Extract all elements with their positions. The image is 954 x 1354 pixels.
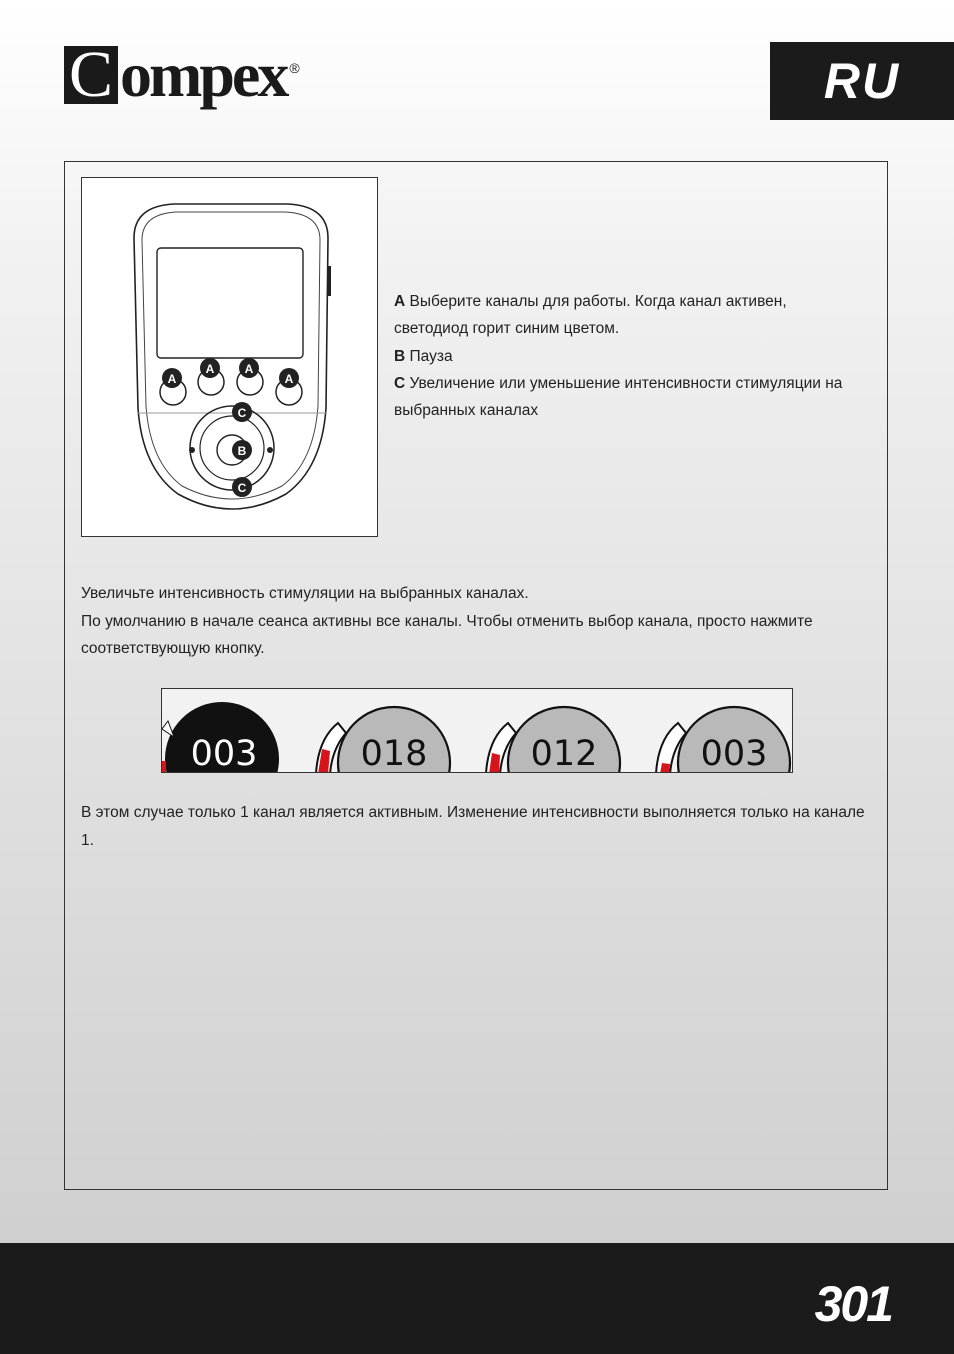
channel-gauge-1 — [162, 703, 278, 773]
legend-text: Пауза — [405, 347, 453, 365]
svg-text:C: C — [237, 481, 247, 495]
page-footer — [0, 1243, 954, 1354]
channel-gauge-3 — [486, 707, 620, 773]
legend-item-c — [394, 370, 854, 425]
channel-value-1: 003 — [190, 734, 258, 774]
svg-text:A: A — [244, 362, 254, 376]
channel-intensity-strip — [161, 688, 793, 773]
label-c-top — [232, 402, 252, 422]
legend-key: C — [394, 374, 406, 392]
note-text — [81, 799, 881, 854]
svg-text:A: A — [167, 372, 177, 386]
legend-text: Выберите каналы для работы. Когда канал активен, светодиод горит синим цветом. — [394, 293, 787, 338]
logo-first-letter: C — [64, 46, 118, 104]
dpad-right-dot — [267, 447, 273, 453]
device-screen — [157, 248, 303, 358]
channel-gauge-2 — [316, 707, 450, 773]
legend-item-b — [394, 343, 854, 370]
svg-text:A: A — [284, 372, 294, 386]
button-legend — [394, 288, 854, 424]
channel-gauges — [162, 689, 793, 773]
instruction-line-1: Увеличьте интенсивность стимуляции на выбранных каналах. — [81, 585, 529, 602]
channel-value-3: 012 — [530, 734, 598, 774]
dpad-ring — [200, 416, 264, 480]
svg-text:B: B — [237, 444, 247, 458]
legend-key: B — [394, 347, 406, 365]
page-number: 301 — [814, 1276, 892, 1332]
legend-item-a — [394, 288, 854, 343]
note-line: В этом случае только 1 канал является активным. Изменение интенсивности выполняется только на канале 1. — [81, 804, 865, 849]
legend-key: A — [394, 293, 406, 310]
compex-logo — [64, 38, 300, 111]
dpad-outer — [190, 406, 274, 490]
language-code: RU — [823, 53, 901, 109]
language-tab — [770, 42, 954, 120]
logo-text: ompex — [120, 39, 287, 110]
label-a-4 — [279, 368, 299, 388]
registered-mark: ® — [289, 60, 300, 76]
svg-text:C: C — [237, 406, 247, 420]
instruction-line-2: По умолчанию в начале сеанса активны все каналы. Чтобы отменить выбор канала, просто нажмите соответствующую кнопку. — [81, 612, 813, 657]
legend-text: Увеличение или уменьшение интенсивности стимуляции на выбранных каналах — [394, 374, 843, 420]
label-a-2 — [200, 358, 220, 378]
label-a-3 — [239, 358, 259, 378]
label-c-bottom — [232, 477, 252, 497]
device-illustration — [81, 177, 378, 537]
channel-gauge-4 — [656, 707, 790, 773]
side-button — [327, 266, 331, 296]
label-b — [232, 440, 252, 460]
channel-value-4: 003 — [700, 734, 768, 774]
instructions — [81, 580, 841, 663]
channel-value-2: 018 — [360, 734, 428, 774]
svg-text:A: A — [205, 362, 215, 376]
label-a-1 — [162, 368, 182, 388]
device-drawing — [82, 178, 379, 538]
dpad-left-dot — [189, 447, 195, 453]
